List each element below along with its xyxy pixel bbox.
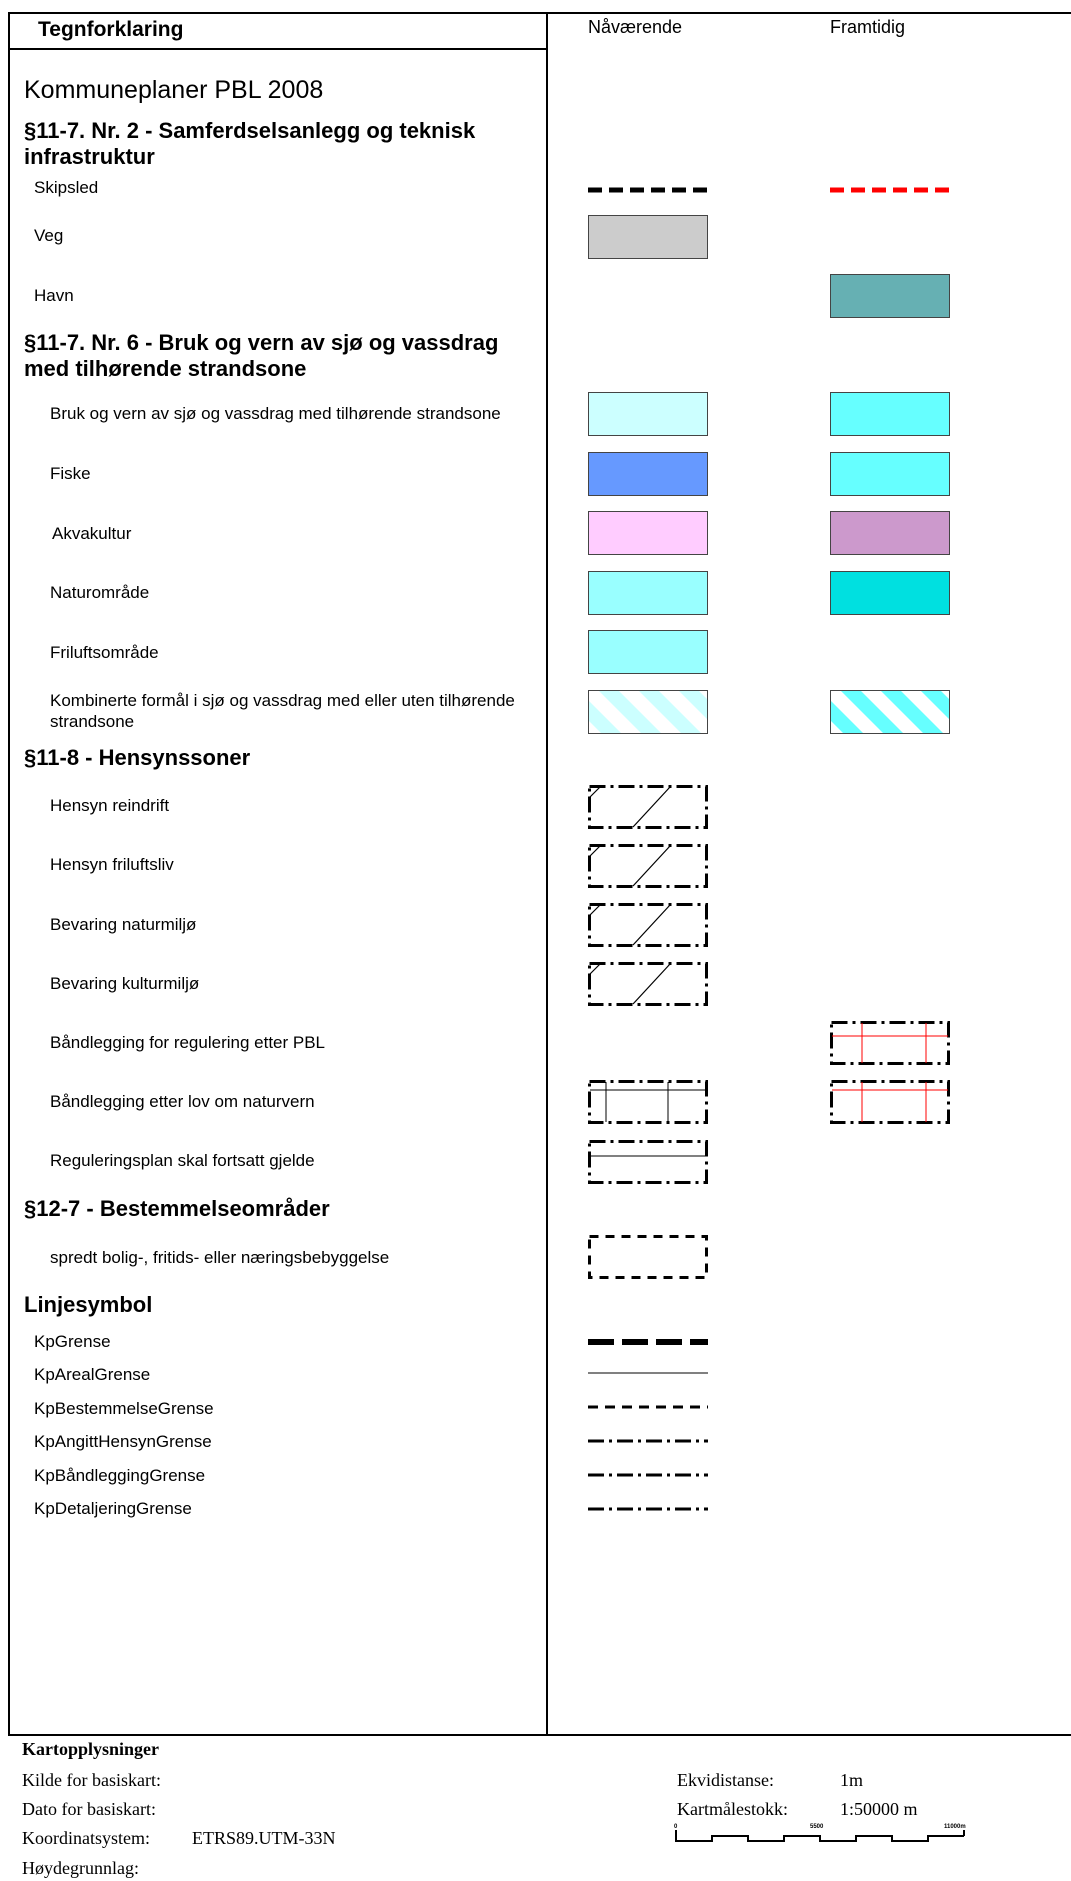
section-heading-linjesymbol: Linjesymbol [24,1292,153,1317]
frame-column-divider [546,12,548,1734]
column-header-current: Nåværende [588,17,683,37]
symbol-bruk-current [588,392,708,436]
section-heading-samferdsel: §11-7. Nr. 2 - Samferdselsanlegg og teknisk infrastruktur [24,118,476,169]
item-label-havn: Havn [34,286,74,305]
symbol-fiske-current [588,452,708,496]
line-symbol-kpdetaljeringgrense [588,1506,708,1512]
item-label-spredt-bebyggelse: spredt bolig-, fritids- eller næringsbebyggelse [50,1248,390,1267]
line-symbol-kpbestemmelsegrense [588,1404,708,1410]
item-label-kparealgrense: KpArealGrense [34,1365,151,1384]
symbol-akvakultur-future [830,511,950,555]
scale-bar [674,1820,984,1850]
header-divider [8,48,548,50]
footer-koordinat-value: ETRS89.UTM-33N [192,1828,336,1848]
symbol-kombinerte-current [588,690,708,734]
footer-malestokk-label: Kartmålestokk: [677,1799,788,1819]
symbol-akvakultur-current [588,511,708,555]
item-label-bandlegging-naturvern: Båndlegging etter lov om naturvern [50,1092,315,1111]
symbol-naturomrade-future [830,571,950,615]
item-label-friluftsomrade: Friluftsområde [50,643,159,662]
scale-label-mid: 5500 [810,1824,824,1830]
column-header-future: Framtidig [830,17,906,37]
item-label-bandlegging-pbl: Båndlegging for regulering etter PBL [50,1033,326,1052]
symbol-bandlegging-pbl-future [830,1021,950,1065]
symbol-naturomrade-current [588,571,708,615]
section-heading-sjo-vassdrag: §11-7. Nr. 6 - Bruk og vern av sjø og vassdrag med tilhørende strandsone [24,330,499,381]
item-label-kpbandlegginggrense: KpBåndleggingGrense [34,1466,206,1485]
symbol-fiske-future [830,452,950,496]
item-label-kpdetaljeringgrense: KpDetaljeringGrense [34,1499,192,1518]
scale-label-end: 11000m [944,1824,966,1830]
section-heading-main: Kommuneplaner PBL 2008 [24,76,324,104]
symbol-skipsled-current [588,186,708,194]
symbol-hensyn-friluftsliv [588,844,708,888]
footer-divider [8,1734,1071,1736]
frame-top-border [8,12,1071,14]
symbol-bandlegging-naturvern-future [830,1080,950,1124]
line-symbol-kpgrense [588,1337,708,1347]
symbol-spredt-bebyggelse-current [588,1235,708,1279]
section-heading-bestemmelseomrader: §12-7 - Bestemmelseområder [24,1196,330,1221]
footer-ekvidistanse-label: Ekvidistanse: [677,1770,774,1790]
symbol-reguleringsplan-current [588,1140,708,1184]
footer-title: Kartopplysninger [22,1739,160,1759]
symbol-havn-future [830,274,950,318]
item-label-bevaring-naturmiljo: Bevaring naturmiljø [50,915,197,934]
footer-malestokk-value: 1:50000 m [840,1799,918,1819]
item-label-kpangitthensyngrense: KpAngittHensynGrense [34,1432,212,1451]
symbol-hensyn-reindrift [588,785,708,829]
item-label-kpbestemmelsegrense: KpBestemmelseGrense [34,1399,214,1418]
legend-title: Tegnforklaring [38,18,184,41]
item-label-naturomrade: Naturområde [50,583,150,602]
symbol-skipsled-future [830,186,950,194]
symbol-bandlegging-naturvern-current [588,1080,708,1124]
symbol-friluftsomrade-current [588,630,708,674]
item-label-bruk-og-vern: Bruk og vern av sjø og vassdrag med tilhørende strandsone [50,404,501,423]
section-heading-hensynssoner: §11-8 - Hensynssoner [24,745,251,770]
symbol-kombinerte-future [830,690,950,734]
scale-label-0: 0 [674,1824,678,1830]
item-label-akvakultur: Akvakultur [52,524,132,543]
footer-hoyde-label: Høydegrunnlag: [22,1858,139,1878]
item-label-kombinerte-formal: Kombinerte formål i sjø og vassdrag med eller uten tilhørende strandsone [50,691,515,731]
symbol-bruk-future [830,392,950,436]
footer-ekvidistanse-value: 1m [840,1770,864,1790]
footer-kilde-label: Kilde for basiskart: [22,1770,161,1790]
symbol-bevaring-kulturmiljo [588,962,708,1006]
item-label-bevaring-kulturmiljo: Bevaring kulturmiljø [50,974,200,993]
item-label-skipsled: Skipsled [34,178,99,197]
frame-left-border [8,12,10,1734]
footer-koordinat-label: Koordinatsystem: [22,1828,150,1848]
line-symbol-kpangitthensyngrense [588,1438,708,1444]
item-label-reguleringsplan: Reguleringsplan skal fortsatt gjelde [50,1151,315,1170]
line-symbol-kpbandlegginggrense [588,1472,708,1478]
footer-dato-label: Dato for basiskart: [22,1799,156,1819]
item-label-fiske: Fiske [50,464,91,483]
item-label-hensyn-reindrift: Hensyn reindrift [50,796,170,815]
symbol-veg-current [588,215,708,259]
item-label-hensyn-friluftsliv: Hensyn friluftsliv [50,855,174,874]
item-label-kpgrense: KpGrense [34,1332,111,1351]
item-label-veg: Veg [34,226,64,245]
line-symbol-kparealgrense [588,1371,708,1375]
symbol-bevaring-naturmiljo [588,903,708,947]
